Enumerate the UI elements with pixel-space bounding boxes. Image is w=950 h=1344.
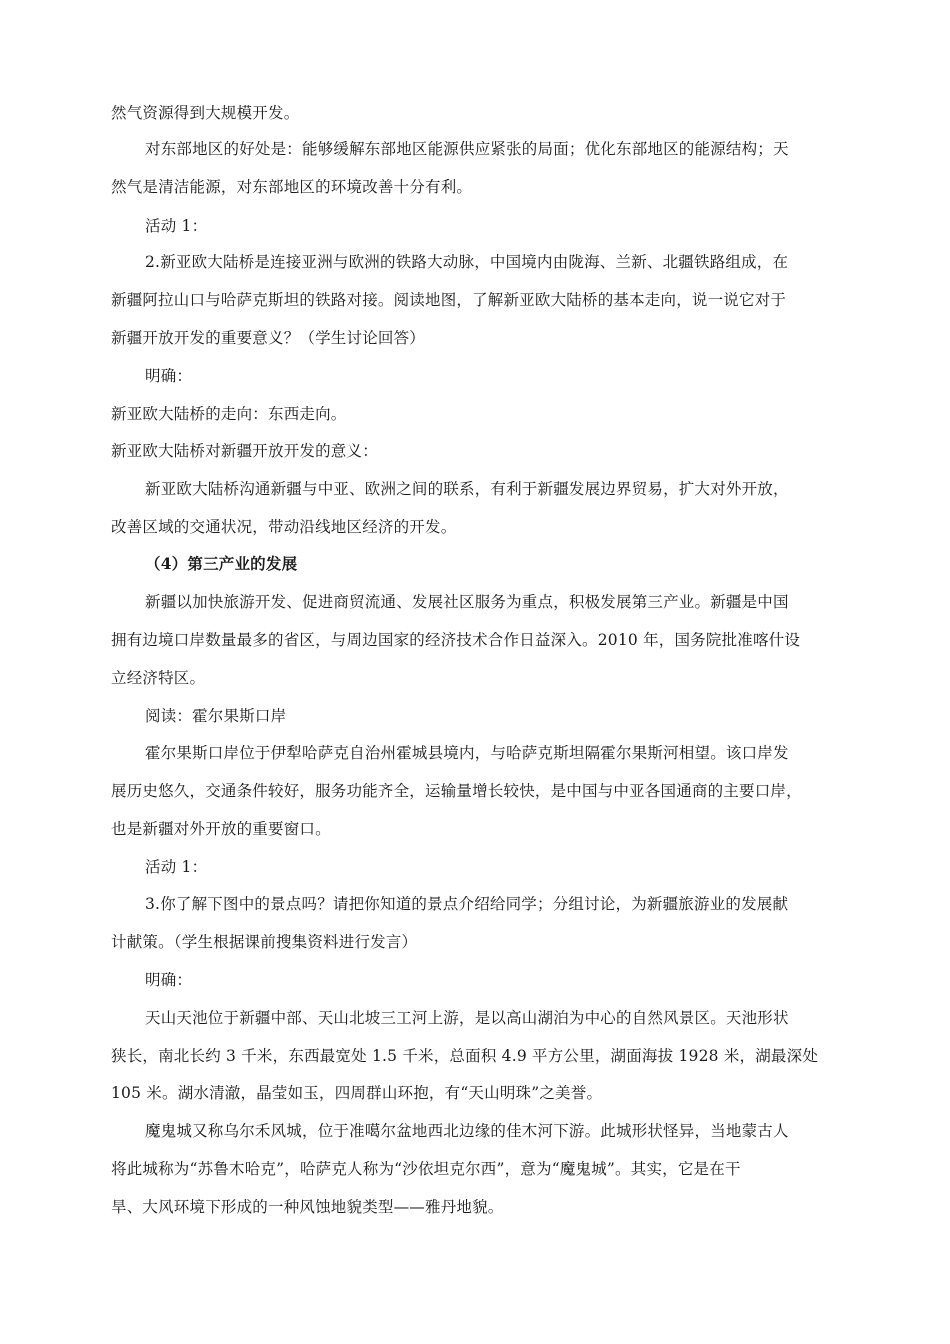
paragraph-line: 旱、大风环境下形成的一种风蚀地貌类型——雅丹地貌。 [111, 1198, 504, 1216]
paragraph-line: 新亚欧大陆桥的走向：东西走向。 [111, 405, 347, 423]
paragraph-line: 对东部地区的好处是：能够缓解东部地区能源供应紧张的局面；优化东部地区的能源结构；天 [145, 140, 789, 158]
paragraph-line: 新疆阿拉山口与哈萨克斯坦的铁路对接。阅读地图，了解新亚欧大陆桥的基本走向，说一说它对于 [111, 291, 787, 309]
activity-label: 活动 1： [145, 858, 208, 876]
reading-label: 阅读：霍尔果斯口岸 [145, 707, 287, 725]
paragraph-line: 105 米。湖水清澈，晶莹如玉，四周群山环抱，有“天山明珠”之美誉。 [111, 1084, 603, 1102]
paragraph-line: 将此城称为“苏鲁木哈克”，哈萨克人称为“沙依坦克尔西”，意为“魔鬼城”。其实，它是在干 [111, 1160, 741, 1178]
paragraph-line: 立经济特区。 [111, 669, 206, 687]
paragraph-line: 2.新亚欧大陆桥是连接亚洲与欧洲的铁路大动脉，中国境内由陇海、兰新、北疆铁路组成，在 [145, 253, 789, 271]
answer-label: 明确： [145, 367, 193, 385]
answer-label: 明确： [145, 971, 193, 989]
paragraph-line: 拥有边境口岸数量最多的省区，与周边国家的经济技术合作日益深入。2010 年，国务院批准喀什设 [111, 631, 801, 649]
paragraph-line: 新疆以加快旅游开发、促进商贸流通、发展社区服务为重点，积极发展第三产业。新疆是中国 [145, 593, 789, 611]
paragraph-line: 天山天池位于新疆中部、天山北坡三工河上游，是以高山湖泊为中心的自然风景区。天池形状 [145, 1009, 789, 1027]
paragraph-line: 新亚欧大陆桥沟通新疆与中亚、欧洲之间的联系，有利于新疆发展边界贸易，扩大对外开放， [145, 480, 789, 498]
paragraph-line: 狭长，南北长约 3 千米，东西最宽处 1.5 千米，总面积 4.9 平方公里，湖面海拔 1928 米，湖最深处 [111, 1047, 819, 1065]
paragraph-line: 新亚欧大陆桥对新疆开放开发的意义： [111, 442, 378, 460]
paragraph-line: 魔鬼城又称乌尔禾风城，位于准噶尔盆地西北边缘的佳木河下游。此城形状怪异，当地蒙古人 [145, 1122, 789, 1140]
paragraph-line: 然气资源得到大规模开发。 [111, 104, 300, 122]
paragraph-line: 展历史悠久，交通条件较好，服务功能齐全，运输量增长较快，是中国与中亚各国通商的主要口岸， [111, 782, 802, 800]
section-heading: （4）第三产业的发展 [145, 554, 298, 573]
paragraph-line: 新疆开放开发的重要意义？（学生讨论回答） [111, 329, 426, 347]
paragraph-line: 也是新疆对外开放的重要窗口。 [111, 820, 331, 838]
activity-label: 活动 1： [145, 217, 208, 235]
paragraph-line: 霍尔果斯口岸位于伊犁哈萨克自治州霍城县境内，与哈萨克斯坦隔霍尔果斯河相望。该口岸发 [145, 744, 789, 762]
paragraph-line: 计献策。（学生根据课前搜集资料进行发言） [111, 933, 418, 951]
paragraph-line: 然气是清洁能源，对东部地区的环境改善十分有利。 [111, 178, 473, 196]
paragraph-line: 3.你了解下图中的景点吗？请把你知道的景点介绍给同学；分组讨论，为新疆旅游业的发展献 [145, 895, 789, 913]
paragraph-line: 改善区域的交通状况，带动沿线地区经济的开发。 [111, 518, 457, 536]
